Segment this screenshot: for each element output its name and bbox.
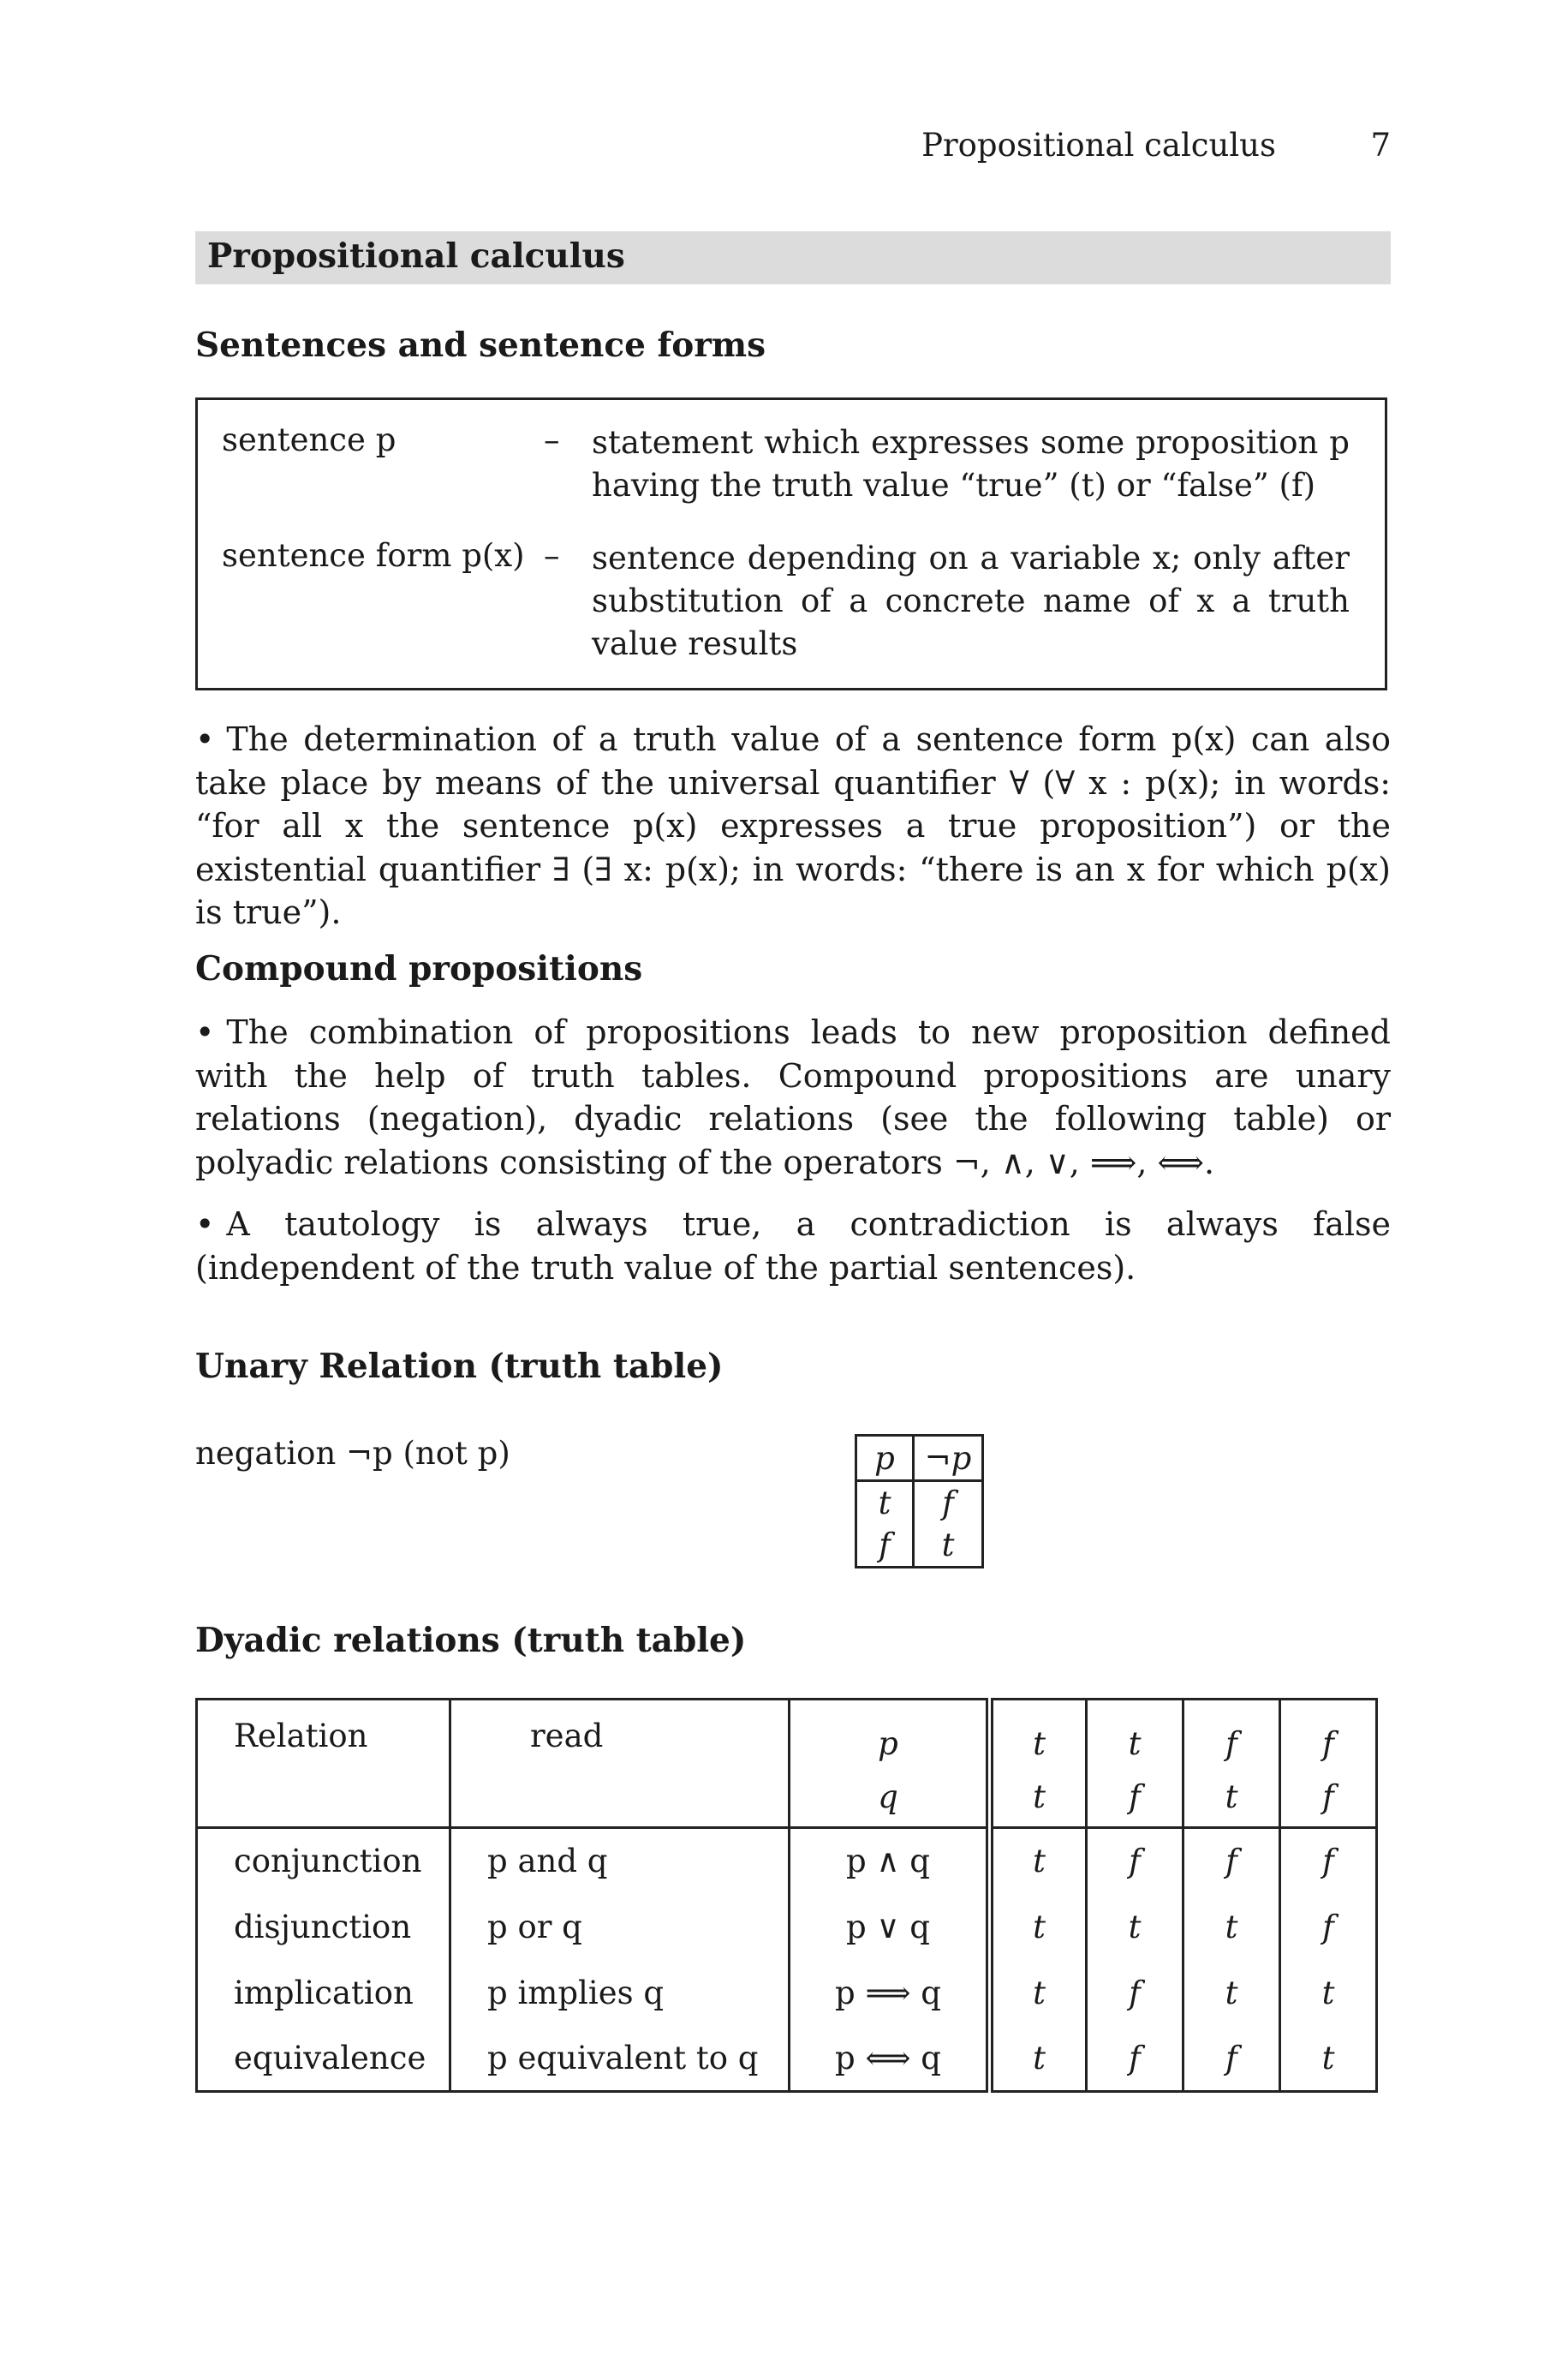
bullet-icon: • xyxy=(195,1013,215,1051)
compound-note-2 xyxy=(195,1203,1391,1289)
compound-note-2-text: A tautology is always true, a contradiction is always false (independent of the truth value of the partial sentences). xyxy=(195,1205,1391,1287)
table-cell: t xyxy=(856,1481,914,1525)
truth-value: f xyxy=(1087,1960,1183,2026)
relation-symbol: p ∧ q xyxy=(790,1828,990,1894)
relation-symbol: p ∨ q xyxy=(790,1894,990,1960)
column-header-relation: Relation xyxy=(234,1718,368,1754)
relation-reading: p implies q xyxy=(450,1960,790,2026)
relation-symbol: p ⟺ q xyxy=(790,2026,990,2092)
negation-truth-table xyxy=(855,1434,984,1568)
unary-heading: Unary Relation (truth table) xyxy=(195,1347,724,1386)
truth-value: f xyxy=(1280,1894,1377,1960)
table-row xyxy=(197,1960,1377,2026)
truth-value: f xyxy=(1087,1828,1183,1894)
relation-reading: p equivalent to q xyxy=(450,2026,790,2092)
relation-name: disjunction xyxy=(197,1894,450,1960)
negation-label: negation ¬p (not p) xyxy=(195,1435,510,1472)
dyadic-truth-table xyxy=(195,1698,1378,2093)
relation-name: equivalence xyxy=(197,2026,450,2092)
quantifier-note xyxy=(195,718,1391,935)
q-value: t xyxy=(1225,1778,1238,1815)
definition-term: sentence form p(x) xyxy=(222,537,525,574)
table-row xyxy=(197,1828,1377,1894)
compound-note-1-text: The combination of propositions leads to new proposition defined with the help of truth tables. Compound propositions are unary relations (negation), dyadic relations (see the following table) or polyadic relations consisting of the operators ¬, ∧, ∨, ⟹, ⟺. xyxy=(195,1013,1391,1181)
table-cell: f xyxy=(914,1481,983,1525)
truth-value: t xyxy=(1183,1894,1280,1960)
definition-box xyxy=(195,397,1387,690)
truth-value: t xyxy=(990,1960,1087,2026)
truth-value: t xyxy=(1183,1960,1280,2026)
table-row xyxy=(197,2026,1377,2092)
table-header-row xyxy=(197,1700,1377,1828)
truth-value: t xyxy=(1280,1960,1377,2026)
dyadic-heading: Dyadic relations (truth table) xyxy=(195,1621,747,1660)
truth-value: t xyxy=(1087,1894,1183,1960)
section-title-bar xyxy=(195,231,1391,284)
table-cell: t xyxy=(914,1524,983,1568)
p-value: f xyxy=(1225,1725,1237,1762)
column-header-q: q xyxy=(878,1778,898,1815)
running-header xyxy=(195,127,1391,173)
definition-description: sentence depending on a variable x; only after substitution of a concrete name of x a truth value results xyxy=(592,540,1350,662)
truth-value: f xyxy=(1183,2026,1280,2092)
quantifier-note-text: The determination of a truth value of a sentence form p(x) can also take place by means of the universal quantifier ∀ (∀ x : p(x); in words: “for all x the sentence p(x) expresses a true proposition”) or the existential quantifier ∃ (∃ x: p(x); in words: “there is an x for which p(x) is true”). xyxy=(195,720,1391,931)
definition-dash: – xyxy=(544,421,560,458)
relation-reading: p and q xyxy=(450,1828,790,1894)
column-header-p: p xyxy=(878,1725,898,1762)
truth-value: t xyxy=(990,1894,1087,1960)
relation-reading: p or q xyxy=(450,1894,790,1960)
table-row xyxy=(197,1894,1377,1960)
relation-name: conjunction xyxy=(197,1828,450,1894)
page-number: 7 xyxy=(1370,127,1391,164)
table-cell: f xyxy=(856,1524,914,1568)
table-header-cell: ¬p xyxy=(914,1436,983,1481)
truth-value: t xyxy=(990,1828,1087,1894)
truth-value: f xyxy=(1087,2026,1183,2092)
relation-symbol: p ⟹ q xyxy=(790,1960,990,2026)
section-title: Propositional calculus xyxy=(207,236,625,276)
truth-value: t xyxy=(990,2026,1087,2092)
sentences-heading: Sentences and sentence forms xyxy=(195,326,766,365)
compound-heading: Compound propositions xyxy=(195,949,643,989)
header-title: Propositional calculus xyxy=(921,127,1276,164)
truth-value: f xyxy=(1280,1828,1377,1894)
definition-term: sentence p xyxy=(222,421,396,458)
p-value: f xyxy=(1322,1725,1334,1762)
q-value: f xyxy=(1129,1778,1141,1815)
truth-value: t xyxy=(1280,2026,1377,2092)
definition-dash: – xyxy=(544,537,560,574)
bullet-icon: • xyxy=(195,1205,215,1243)
compound-note-1 xyxy=(195,1011,1391,1184)
column-header-read: read xyxy=(530,1718,604,1754)
p-value: t xyxy=(1033,1725,1046,1762)
table-header-cell: p xyxy=(856,1436,914,1481)
definition-description: statement which expresses some proposition p having the truth value “true” (t) or “false” (f) xyxy=(592,424,1350,504)
q-value: t xyxy=(1033,1778,1046,1815)
truth-value: f xyxy=(1183,1828,1280,1894)
bullet-icon: • xyxy=(195,720,215,758)
q-value: f xyxy=(1322,1778,1334,1815)
relation-name: implication xyxy=(197,1960,450,2026)
p-value: t xyxy=(1128,1725,1142,1762)
